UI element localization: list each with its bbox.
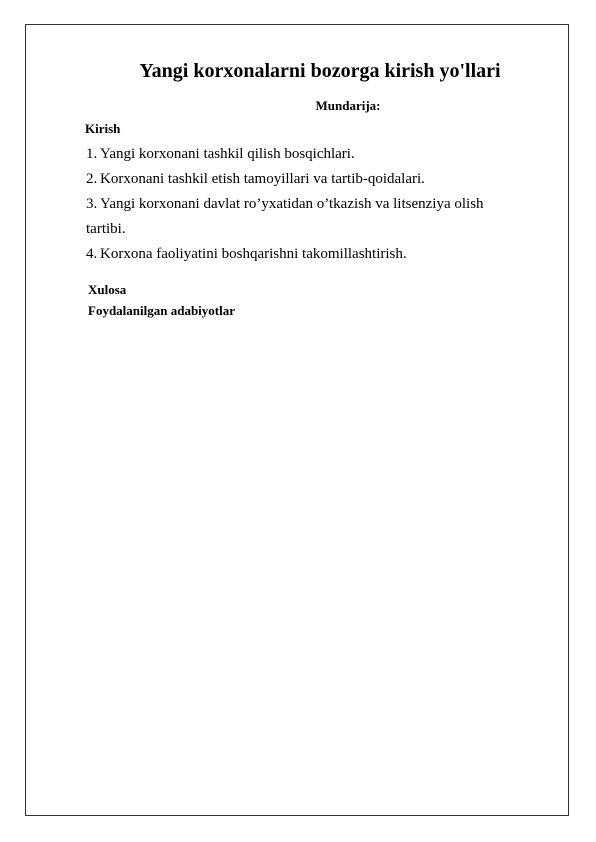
toc-item-number: 4. bbox=[86, 246, 98, 262]
toc-item-text-block bbox=[86, 192, 526, 242]
toc-item-text: Korxona faoliyatini boshqarishni takomillashtirish. bbox=[100, 246, 407, 262]
toc-item-text: Yangi korxonani davlat ro’yxatidan o’tkazish va litsenziya olish bbox=[100, 196, 484, 212]
toc-item-number: 1. bbox=[86, 146, 98, 162]
contents-heading: Mundarija: bbox=[315, 98, 381, 113]
toc-conclusion: Xulosa bbox=[88, 282, 127, 297]
document-title: Yangi korxonalarni bozorga kirish yo'llari bbox=[139, 60, 501, 82]
toc-references: Foydalanilgan adabiyotlar bbox=[88, 303, 235, 318]
toc-item-3 bbox=[86, 192, 526, 242]
toc-item-text: Korxonani tashkil etish tamoyillari va tartib-qoidalari. bbox=[100, 171, 425, 187]
toc-item-1 bbox=[86, 142, 526, 167]
toc-item-number: 2. bbox=[86, 171, 98, 187]
toc-list bbox=[86, 142, 526, 267]
toc-item-continuation: tartibi. bbox=[86, 221, 126, 237]
toc-item-number: 3. bbox=[86, 196, 98, 212]
toc-item-2 bbox=[86, 167, 526, 192]
toc-item-text: Yangi korxonani tashkil qilish bosqichlari. bbox=[100, 146, 355, 162]
toc-intro: Kirish bbox=[85, 121, 121, 136]
toc-item-4 bbox=[86, 242, 526, 267]
